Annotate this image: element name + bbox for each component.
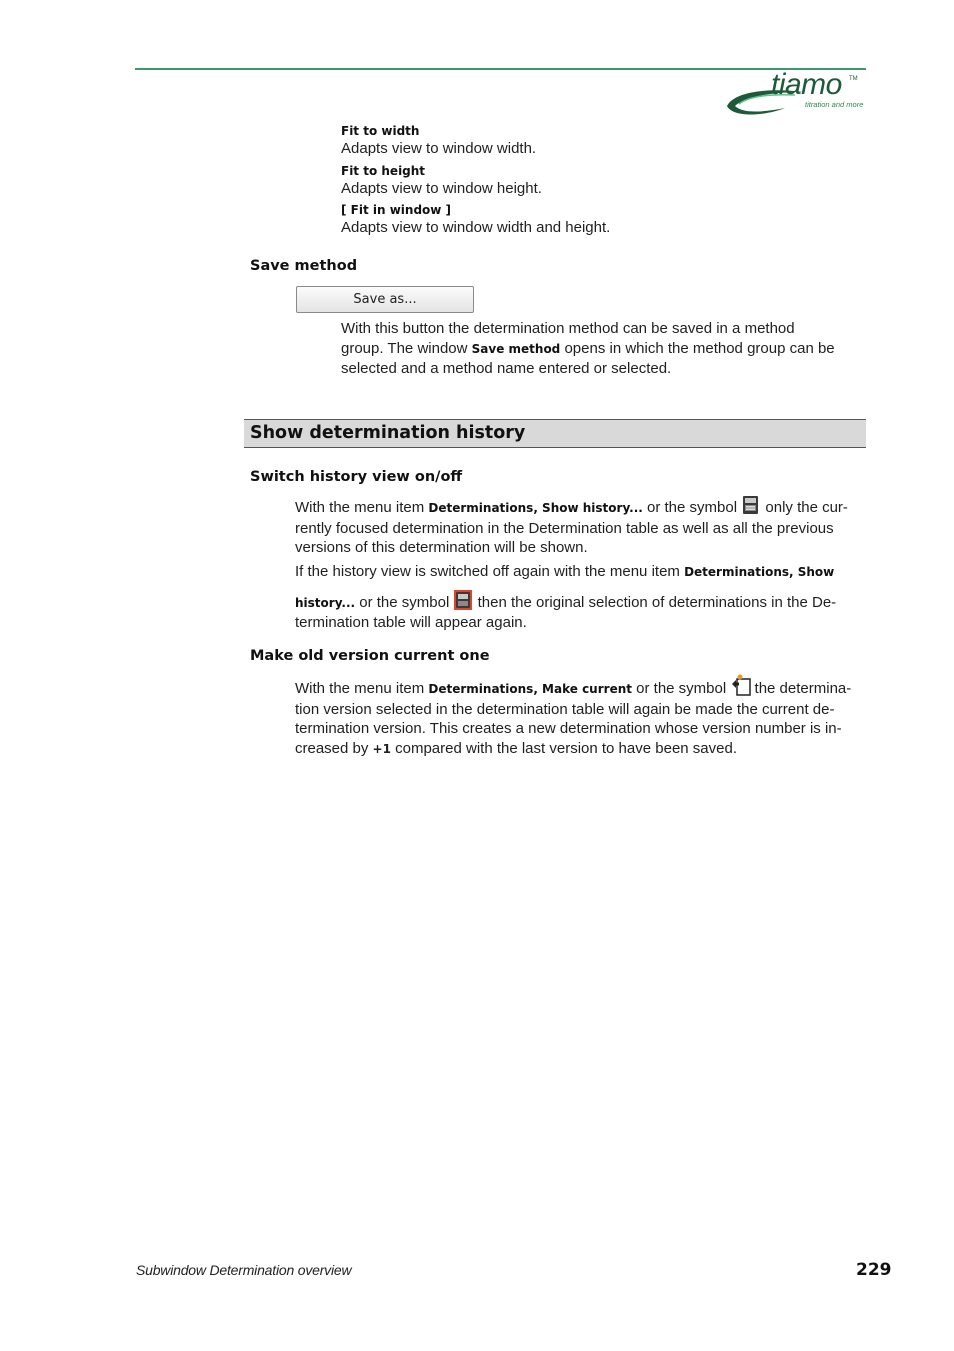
section-header — [244, 419, 866, 448]
text-line: termination version. This creates a new determination whose version number is in- — [295, 720, 842, 737]
menu-item: Determinations, Show history... — [428, 501, 643, 515]
text-run: compared with the last version to have been saved. — [390, 739, 737, 757]
footer-section-name: Subwindow Determination overview — [136, 1262, 352, 1278]
switch-history-heading: Switch history view on/off — [250, 469, 463, 485]
text-run: opens in which the method group can be — [560, 339, 835, 357]
text-run: or the symbol — [642, 499, 742, 516]
logo-tagline: titration and more — [805, 100, 864, 109]
make-current-icon — [730, 674, 750, 694]
history-off-icon — [453, 590, 473, 610]
switch-history-paragraph-2 — [295, 562, 836, 633]
window-name: Save method — [471, 341, 561, 356]
text-line: selected and a method name entered or selected. — [341, 360, 672, 377]
menu-item: Determinations, Show — [684, 565, 835, 579]
save-method-paragraph — [341, 319, 835, 379]
text-run: With the menu item — [295, 680, 429, 697]
section-title: Show determination history — [250, 423, 526, 443]
history-icon — [741, 495, 761, 515]
text-line — [295, 590, 836, 614]
save-as-button[interactable]: Save as... — [296, 286, 474, 313]
menu-item: history... — [295, 595, 356, 610]
fit-to-height-desc: Adapts view to window height. — [341, 180, 542, 197]
text-line: rently focused determination in the Determination table as well as all the previous — [295, 519, 834, 537]
text-line — [295, 739, 851, 760]
page-number: 229 — [856, 1260, 892, 1280]
fit-to-height-term: Fit to height — [341, 164, 426, 178]
fit-to-width-term: Fit to width — [341, 124, 420, 138]
save-method-heading: Save method — [250, 258, 358, 274]
text-run: With the menu item — [295, 499, 429, 516]
text-line: tion version selected in the determination table will again be made the current de- — [295, 700, 835, 718]
increment-value: +1 — [372, 741, 391, 756]
text-run: the determina- — [750, 680, 852, 697]
text-run: then the original selection of determinations in the De- — [473, 593, 837, 611]
text-line — [295, 674, 851, 700]
fit-in-window-desc: Adapts view to window width and height. — [341, 219, 611, 236]
text-line — [341, 339, 835, 360]
text-line: With this button the determination method can be saved in a method — [341, 320, 795, 337]
make-current-paragraph — [295, 674, 851, 759]
text-run: group. The window — [341, 339, 472, 357]
text-run: or the symbol — [631, 680, 731, 697]
text-line: versions of this determination will be shown. — [295, 539, 588, 556]
logo-trademark: TM — [849, 76, 858, 82]
logo-word: tiamo — [771, 68, 842, 101]
menu-item: Determinations, Make current — [428, 682, 632, 696]
text-run: or the symbol — [355, 593, 454, 611]
text-line: termination table will appear again. — [295, 614, 527, 631]
fit-to-width-desc: Adapts view to window width. — [341, 140, 537, 157]
fit-in-window-term: [ Fit in window ] — [341, 203, 452, 217]
make-current-heading: Make old version current one — [250, 648, 490, 664]
text-line — [295, 562, 836, 583]
text-line — [295, 495, 848, 519]
text-run: If the history view is switched off again with the menu item — [295, 563, 685, 580]
tiamo-logo — [725, 70, 870, 118]
text-run: only the cur- — [761, 499, 848, 516]
text-run: creased by — [295, 739, 373, 757]
switch-history-paragraph-1 — [295, 495, 848, 558]
